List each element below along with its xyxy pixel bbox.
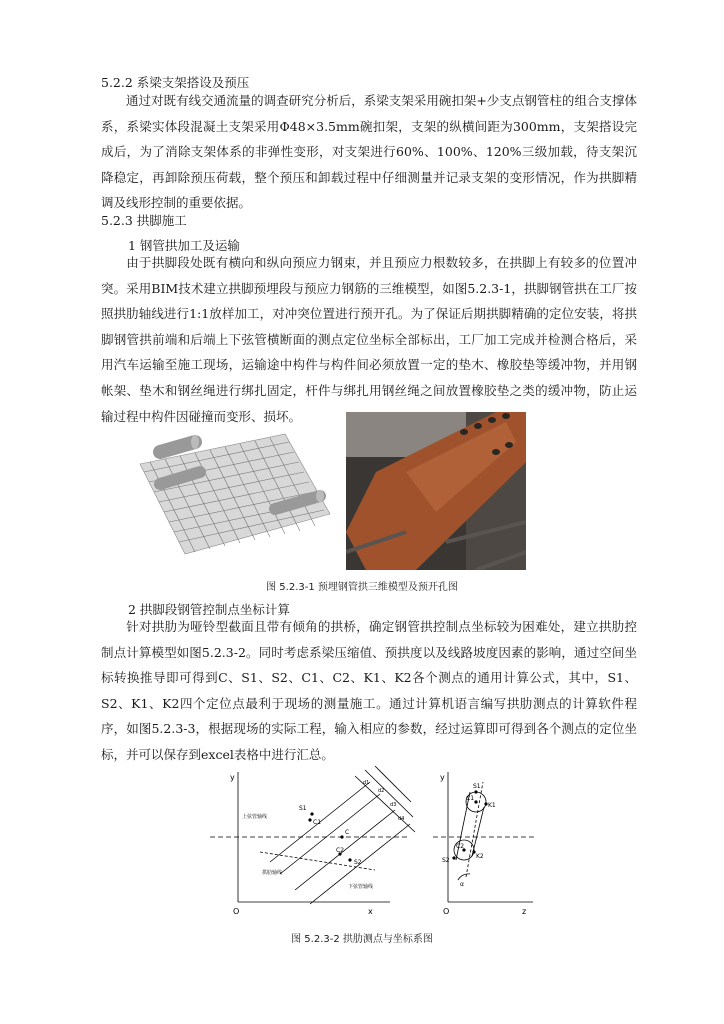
section-522-heading: 5.2.2 系梁支架搭设及预压 — [101, 75, 250, 90]
point-c1-label: C1 — [313, 819, 322, 826]
subsection-2-heading: 2 拱脚段钢管控制点坐标计算 — [128, 602, 290, 617]
y-axis-label: y — [230, 773, 235, 782]
section-522-text: 通过对既有线交通流量的调查研究分析后，系梁支架采用碗扣架+少支点钢管柱的组合支撑体系，系梁实体段混凝土支架采用Φ48×3.5mm碗扣架，支架的纵横间距为300mm，支架搭设完成后，为了消除支架体系的非弹性变形，对支架进行60%、100%、120%三级加载，待支架沉降稳定，再卸除预压荷载，整个预压和卸载过程中仔细测量并记录支架的变形情况，作为拱脚精调及线形控制的重要依据。 — [101, 93, 637, 211]
point-c-label: C — [345, 829, 350, 836]
subsection-1-heading: 1 钢管拱加工及运输 — [128, 238, 240, 253]
section-coordinate-svg — [428, 762, 538, 922]
subsection-1-text: 由于拱脚段处既有横向和纵向预应力钢束，并且预应力根数较多，在拱脚上有较多的位置冲突。采用BIM技术建立拱脚预埋段与预应力钢筋的三维模型，如图5.2.3-1，拱脚钢管拱在工厂按照拱肋轴线进行1:1放样加工，对冲突位置进行预开孔。为了保证后期拱脚精确的定位安装，将拱脚钢管拱前端和后端上下弦管横断面的测点定位坐标全部标出，工厂加工完成并检测合格后，采用汽车运输至施工现场，运输途中构件与构件间必须放置一定的垫木、橡胶垫等缓冲物，并用钢帐架、垫木和钢丝绳进行绑扎固定，杆件与绑扎用钢丝绳之间放置橡胶垫之类的缓冲物，防止运输过程中构件因碰撞而变形、损坏。 — [101, 255, 637, 424]
origin-label: O — [233, 907, 240, 916]
bim-model-figure — [135, 414, 335, 569]
point-s2-label: S2 — [354, 859, 362, 866]
subsection-1-paragraph — [101, 250, 637, 429]
pre-drilled-pipe-photo — [346, 412, 526, 570]
lower-chord-label: 下弦管轴线 — [348, 884, 374, 890]
point-c1-label-right: C1 — [466, 795, 475, 802]
figure-1-caption: 图 5.2.3-1 预埋钢管拱三维模型及预开孔图 — [266, 582, 458, 593]
subsection-2-paragraph — [101, 614, 637, 768]
pipe-photo-image — [346, 412, 526, 570]
angle-alpha-label: α — [460, 881, 464, 888]
y-axis-label-right: y — [440, 773, 445, 782]
z-axis-label: z — [522, 907, 527, 916]
rib-coordinate-svg — [200, 762, 420, 922]
bim-model-image — [135, 414, 335, 569]
figure-2-caption: 图 5.2.3-2 拱肋测点与坐标系图 — [291, 934, 433, 945]
rib-axis-label: 拱肋轴线 — [262, 870, 283, 876]
coordinate-diagram-left — [200, 762, 420, 922]
point-s1-label: S1 — [299, 805, 307, 812]
point-s1-label-right: S1 — [473, 783, 481, 790]
point-s2-label-right: S2 — [442, 857, 450, 864]
origin-label-right: O — [443, 907, 450, 916]
subsection-2-text: 针对拱肋为哑铃型截面且带有倾角的拱桥，确定钢管拱控制点坐标较为困难处，建立拱肋控制点计算模型如图5.2.3-2。同时考虑系梁压缩值、预拱度以及线路坡度因素的影响，通过空间坐标转换推导即可得到C、S1、S2、C1、C2、K1、K2各个测点的通用计算公式，其中，S1、S2、K1、K2四个定位点最利于现场的测量施工。通过计算机语言编写拱肋测点的计算软件程序，如图5.2.3-3，根据现场的实际工程，输入相应的参数，经过运算即可得到各个测点的定位坐标，并可以保存到excel表格中进行汇总。 — [101, 619, 637, 762]
dim-d4-label: d4 — [398, 816, 405, 822]
point-k2-label: K2 — [476, 853, 484, 860]
section-522-paragraph — [101, 88, 637, 216]
x-axis-label: x — [368, 907, 373, 916]
dim-d3-label: d3 — [390, 802, 397, 808]
point-c2-label-right: C2 — [456, 843, 465, 850]
dim-d2-label: d2 — [378, 788, 385, 794]
point-k1-label: K1 — [488, 802, 496, 809]
upper-chord-label: 上弦管轴线 — [242, 814, 268, 820]
point-c2-label: C2 — [336, 847, 345, 854]
steel-pipe-upper — [160, 435, 199, 452]
dim-d1-label: d1 — [363, 780, 370, 786]
section-523-heading: 5.2.3 拱脚施工 — [101, 213, 187, 228]
coordinate-diagram-right — [428, 762, 538, 922]
